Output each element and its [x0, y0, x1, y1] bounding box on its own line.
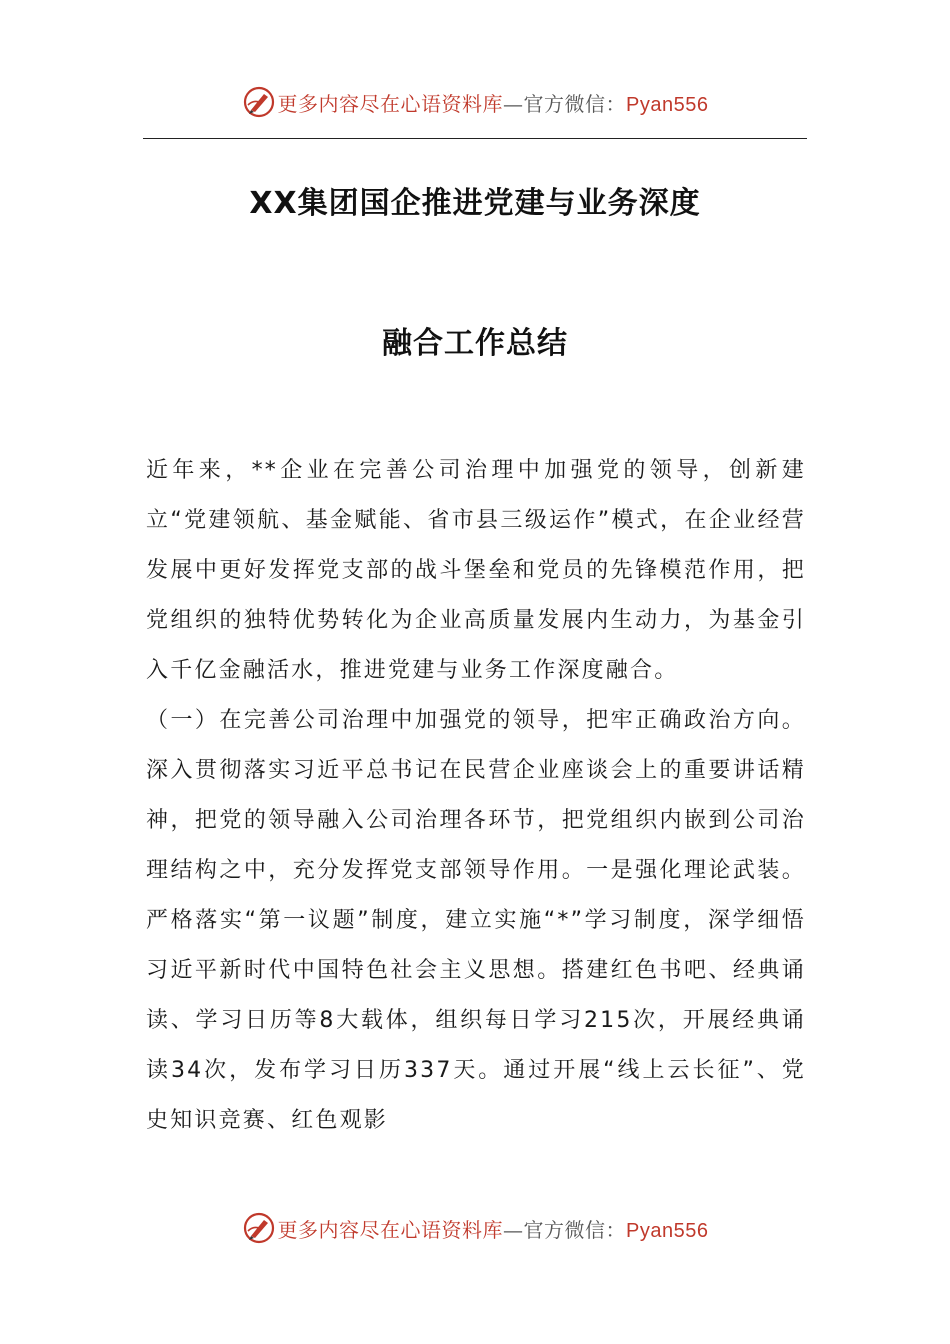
header-banner-text: 更多内容尽在心语资料库—官方微信：Pyan556 — [277, 91, 709, 116]
doc-body — [146, 446, 806, 1146]
pen-logo-icon — [242, 85, 276, 119]
paragraph-intro: 近年来，**企业在完善公司治理中加强党的领导，创新建立“党建领航、基金赋能、省市县三级运作”模式，在企业经营发展中更好发挥党支部的战斗堡垒和党员的先锋模范作用，把党组织的独特优势转化为企业高质量发展内生动力，为基金引入千亿金融活水，推进党建与业务工作深度融合。 — [146, 458, 806, 683]
footer-banner-text: 更多内容尽在心语资料库—官方微信：Pyan556 — [277, 1217, 709, 1242]
header-divider — [143, 138, 807, 139]
pen-logo-icon — [242, 1211, 276, 1245]
header-banner — [0, 82, 950, 122]
doc-title-line1: XX集团国企推进党建与业务深度 — [249, 186, 701, 221]
footer-banner — [0, 1208, 950, 1248]
doc-title-line2: 融合工作总结 — [382, 326, 568, 361]
paragraph-section-1: （一）在完善公司治理中加强党的领导，把牢正确政治方向。深入贯彻落实习近平总书记在民营企业座谈会上的重要讲话精神，把党的领导融入公司治理各环节，把党组织内嵌到公司治理结构之中，充分发挥党支部领导作用。一是强化理论武装。严格落实“第一议题”制度，建立实施“*”学习制度，深学细悟习近平新时代中国特色社会主义思想。搭建红色书吧、经典诵读、学习日历等8大载体，组织每日学习215次，开展经典诵读34次，发布学习日历337天。通过开展“线上云长征”、党史知识竞赛、红色观影 — [146, 708, 806, 1133]
